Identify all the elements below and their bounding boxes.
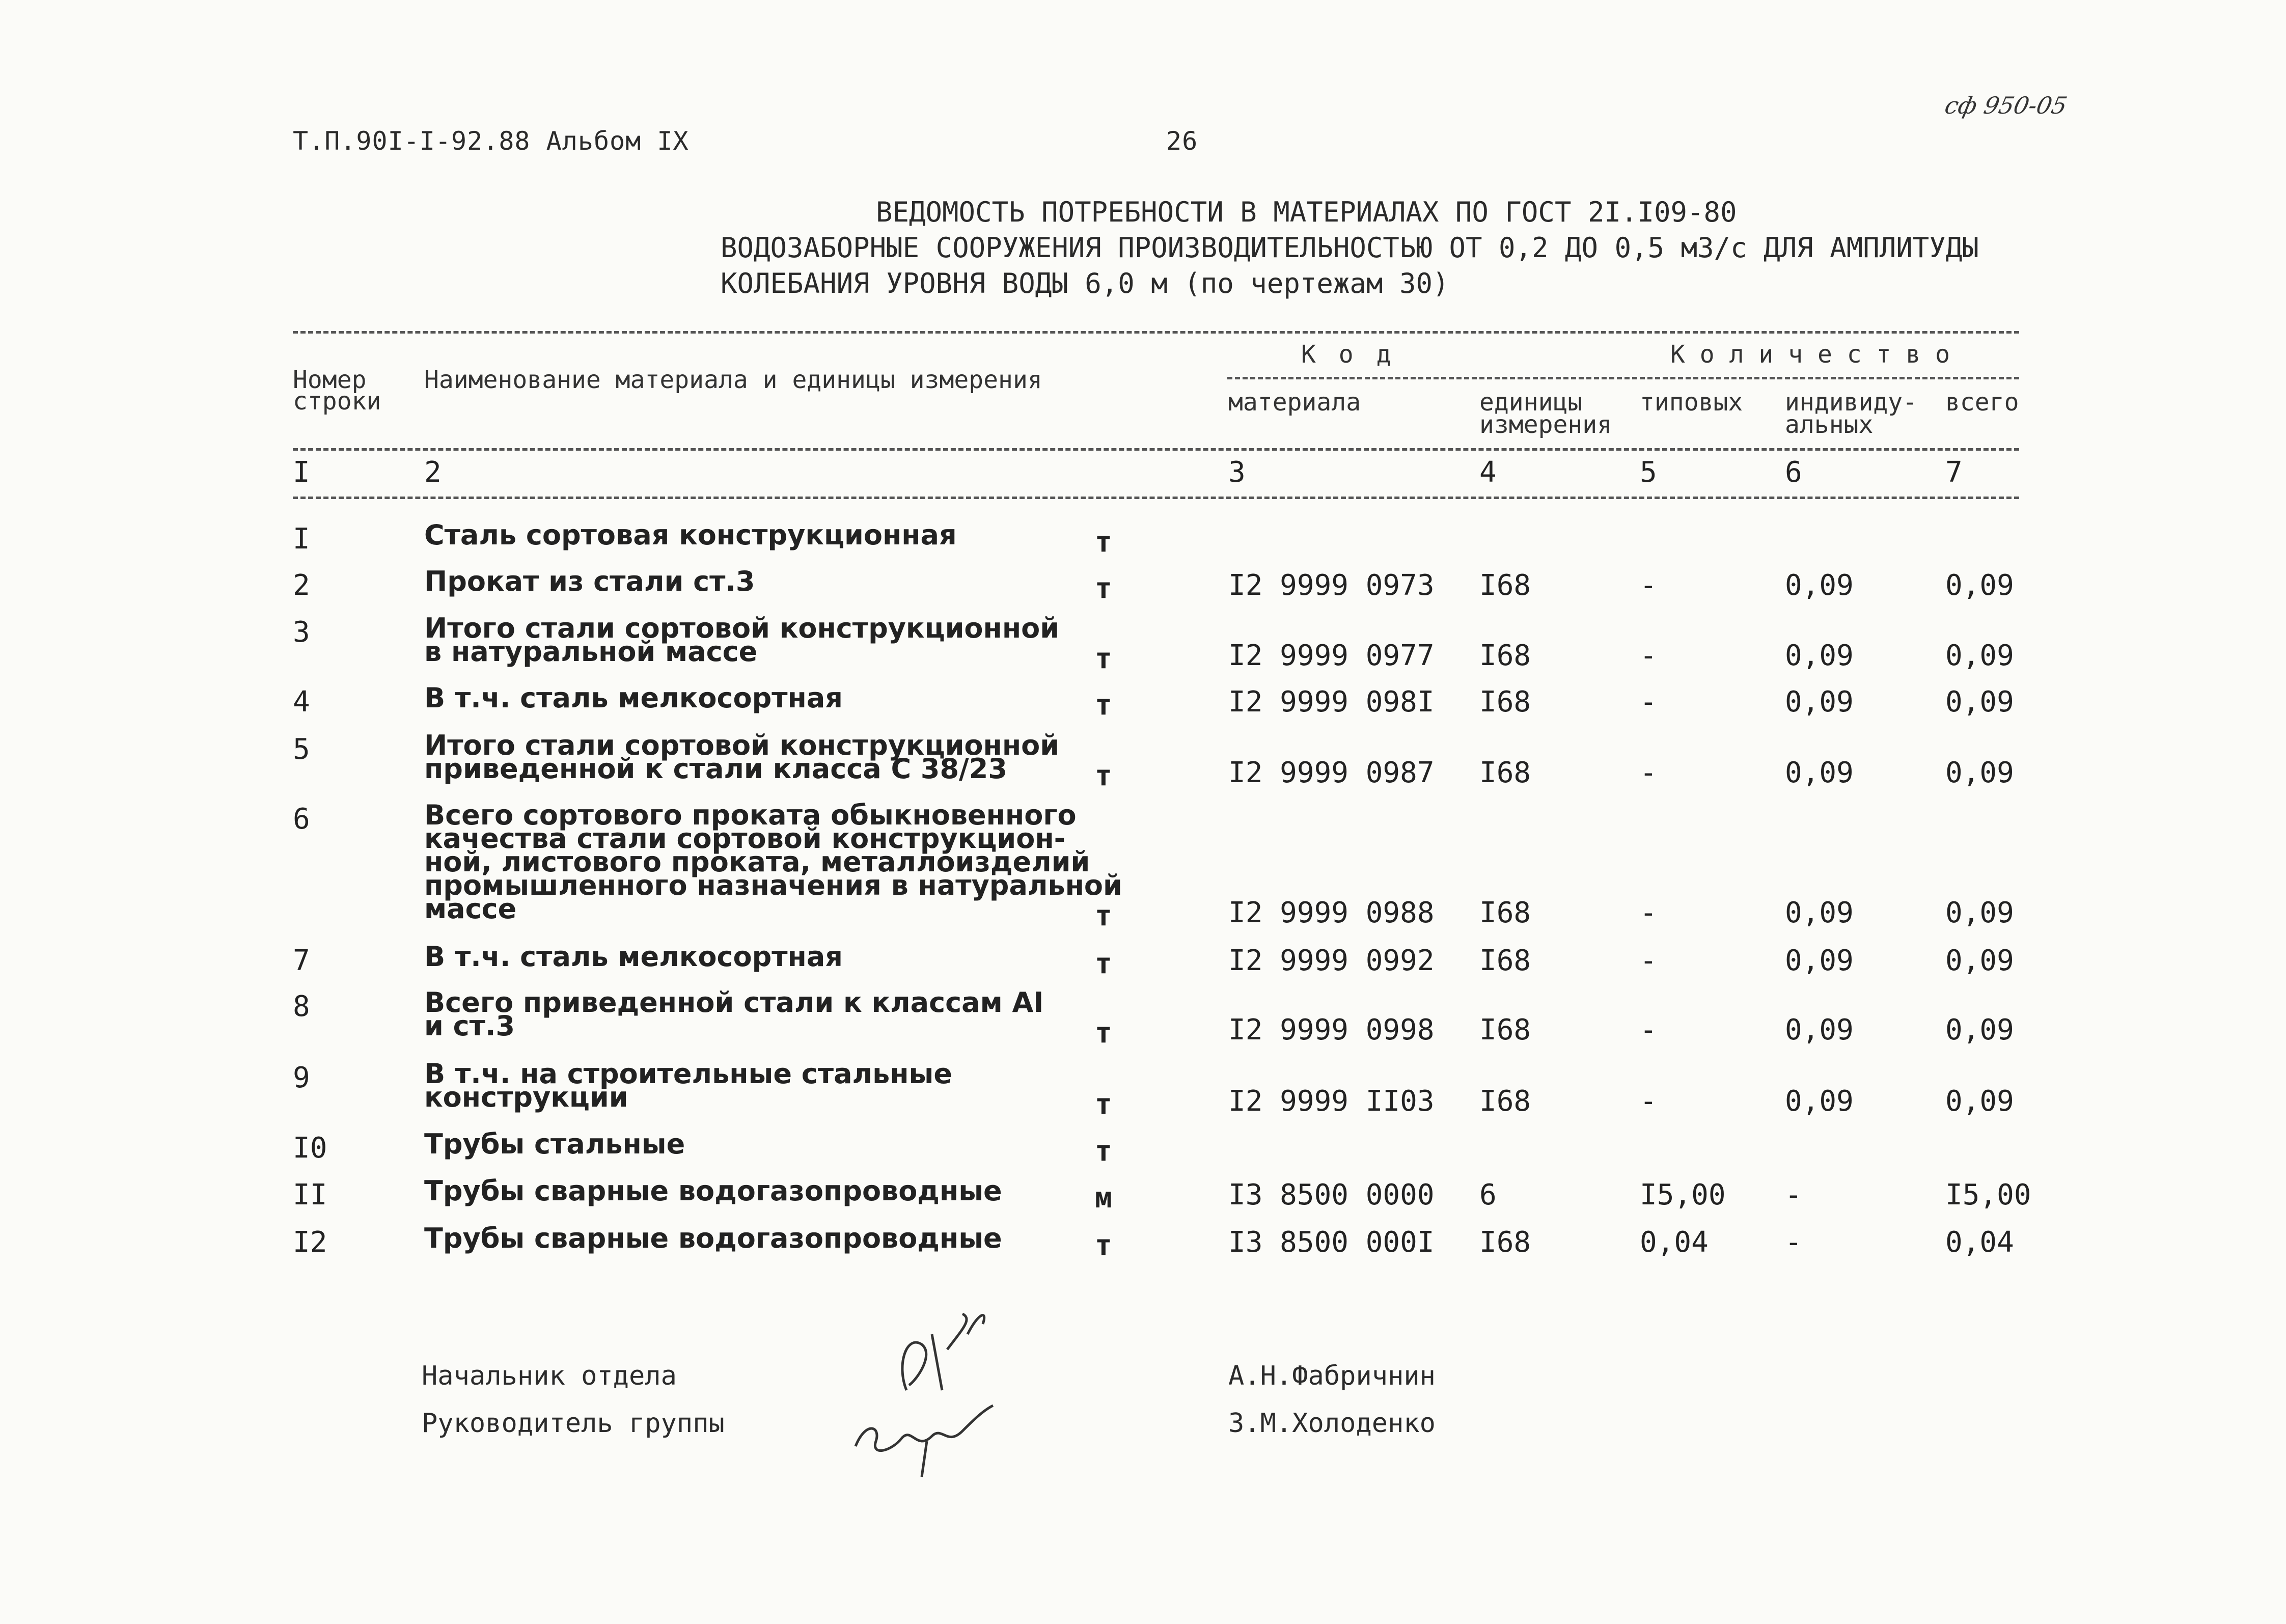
row-description-line: приведенной к стали класса С 38/23 — [424, 753, 1007, 785]
row-individual-qty: 0,09 — [1785, 639, 1854, 672]
row-description-line: конструкции — [424, 1081, 628, 1113]
row-description-line: Всего приведенной стали к классам AI — [424, 986, 1044, 1019]
code-group-rule — [1227, 377, 2019, 379]
row-unit: т — [1095, 899, 1112, 932]
row-number: 8 — [293, 990, 310, 1023]
column-number-4: 4 — [1479, 456, 1497, 489]
row-total-qty: 0,04 — [1945, 1226, 2014, 1259]
row-number: 2 — [293, 569, 310, 602]
row-description-line: В т.ч. на строительные стальные — [424, 1058, 952, 1090]
row-unit-code: I68 — [1479, 1013, 1531, 1047]
title-line-2: ВОДОЗАБОРНЫЕ СООРУЖЕНИЯ ПРОИЗВОДИТЕЛЬНОСТЬЮ ОТ 0,2 ДО 0,5 м3/с ДЛЯ АМПЛИТУДЫ — [721, 232, 1979, 264]
row-material-code: I3 8500 000I — [1228, 1226, 1435, 1259]
row-description-line: Трубы стальные — [424, 1128, 685, 1160]
title-line-3: КОЛЕБАНИЯ УРОВНЯ ВОДЫ 6,0 м (по чертежам 30) — [721, 267, 1449, 299]
row-individual-qty: 0,09 — [1785, 896, 1854, 929]
row-total-qty: I5,00 — [1945, 1178, 2031, 1212]
row-number: 9 — [293, 1061, 310, 1094]
row-number: 3 — [293, 616, 310, 649]
row-number: 4 — [293, 685, 310, 719]
header-bottom-rule — [293, 448, 2019, 451]
row-unit-code: I68 — [1479, 896, 1531, 929]
header-unit-code-2: измерения — [1479, 410, 1612, 439]
header-total: всего — [1945, 388, 2019, 417]
title-line-1: ВЕДОМОСТЬ ПОТРЕБНОСТИ В МАТЕРИАЛАХ ПО ГОСТ 2I.I09-80 — [876, 196, 1737, 228]
row-description-line: Трубы сварные водогазопроводные — [424, 1222, 1002, 1254]
row-typical-qty: - — [1640, 896, 1657, 929]
row-number: I0 — [293, 1132, 327, 1165]
row-typical-qty: 0,04 — [1640, 1226, 1709, 1259]
signature-role-head: Начальник отдела — [422, 1361, 677, 1391]
row-total-qty: 0,09 — [1945, 685, 2014, 719]
row-total-qty: 0,09 — [1945, 756, 2014, 789]
handwritten-signature-2 — [845, 1390, 998, 1482]
row-unit: т — [1095, 1229, 1112, 1262]
row-typical-qty: - — [1640, 1085, 1657, 1118]
signature-role-group: Руководитель группы — [422, 1408, 725, 1439]
row-number: I2 — [293, 1226, 327, 1259]
row-total-qty: 0,09 — [1945, 1085, 2014, 1118]
row-unit-code: 6 — [1479, 1178, 1497, 1212]
row-material-code: I2 9999 0973 — [1228, 569, 1435, 602]
row-unit-code: I68 — [1479, 639, 1531, 672]
column-number-5: 5 — [1640, 456, 1657, 489]
row-typical-qty: - — [1640, 685, 1657, 719]
column-number-1: I — [293, 456, 310, 489]
row-description-line: Итого стали сортовой конструкционной — [424, 729, 1060, 761]
row-description-line: В т.ч. сталь мелкосортная — [424, 682, 843, 714]
row-typical-qty: - — [1640, 756, 1657, 789]
doc-reference: Т.П.90I-I-92.88 Альбом IX — [293, 126, 689, 156]
row-individual-qty: - — [1785, 1178, 1802, 1212]
signature-name-group: З.М.Холоденко — [1228, 1408, 1436, 1439]
row-total-qty: 0,09 — [1945, 569, 2014, 602]
row-description-line: и ст.3 — [424, 1010, 515, 1042]
row-unit-code: I68 — [1479, 569, 1531, 602]
row-material-code: I2 9999 0992 — [1228, 944, 1435, 977]
row-material-code: I2 9999 0998 — [1228, 1013, 1435, 1047]
row-individual-qty: 0,09 — [1785, 685, 1854, 719]
row-unit: т — [1095, 1016, 1112, 1050]
row-unit: т — [1095, 572, 1112, 605]
row-unit: т — [1095, 947, 1112, 980]
column-number-6: 6 — [1785, 456, 1802, 489]
row-unit-code: I68 — [1479, 944, 1531, 977]
header-name: Наименование материала и единицы измерения — [424, 366, 1042, 394]
row-material-code: I2 9999 0987 — [1228, 756, 1435, 789]
row-description-line: В т.ч. сталь мелкосортная — [424, 941, 843, 973]
row-unit-code: I68 — [1479, 685, 1531, 719]
row-typical-qty: - — [1640, 944, 1657, 977]
row-description-line: Трубы сварные водогазопроводные — [424, 1175, 1002, 1207]
row-individual-qty: 0,09 — [1785, 1085, 1854, 1118]
row-unit: т — [1095, 759, 1112, 792]
header-row-number-1: Номер — [293, 366, 367, 394]
row-description-line: промышленного назначения в натуральной — [424, 869, 1122, 901]
column-number-7: 7 — [1945, 456, 1963, 489]
row-unit: т — [1095, 642, 1112, 675]
header-quantity-group: К о л и ч е с т в о — [1670, 340, 1950, 369]
row-material-code: I3 8500 0000 — [1228, 1178, 1435, 1212]
row-description-line: массе — [424, 893, 517, 925]
row-description-line: Сталь сортовая конструкционная — [424, 519, 957, 551]
row-typical-qty: I5,00 — [1640, 1178, 1726, 1212]
row-total-qty: 0,09 — [1945, 896, 2014, 929]
column-number-3: 3 — [1228, 456, 1246, 489]
row-total-qty: 0,09 — [1945, 1013, 2014, 1047]
archive-stamp: сф 950-05 — [1942, 92, 2070, 119]
row-description-line: в натуральной массе — [424, 636, 758, 668]
row-unit: м — [1095, 1181, 1112, 1215]
row-unit-code: I68 — [1479, 1085, 1531, 1118]
row-number: 7 — [293, 944, 310, 977]
row-number: 5 — [293, 733, 310, 766]
row-material-code: I2 9999 0977 — [1228, 639, 1435, 672]
row-number: I — [293, 522, 310, 556]
column-number-2: 2 — [424, 456, 442, 489]
row-unit: т — [1095, 689, 1112, 722]
row-description-line: Всего сортового проката обыкновенного — [424, 799, 1077, 831]
row-description-line: качества стали сортовой конструкцион- — [424, 822, 1066, 855]
row-unit: т — [1095, 526, 1112, 559]
header-code-group: К о д — [1301, 340, 1395, 369]
header-individual-2: альных — [1785, 410, 1874, 439]
header-individual-1: индивиду- — [1785, 388, 1918, 417]
row-unit: т — [1095, 1088, 1112, 1121]
row-number: II — [293, 1178, 327, 1212]
row-unit-code: I68 — [1479, 1226, 1531, 1259]
header-unit-code-1: единицы — [1479, 388, 1583, 417]
row-description-line: Итого стали сортовой конструкционной — [424, 612, 1060, 644]
row-individual-qty: 0,09 — [1785, 569, 1854, 602]
row-individual-qty: 0,09 — [1785, 1013, 1854, 1047]
row-material-code: I2 9999 II03 — [1228, 1085, 1435, 1118]
signature-name-head: А.Н.Фабричнин — [1228, 1361, 1436, 1391]
table-top-rule — [293, 331, 2019, 334]
header-row-number-2: строки — [293, 387, 381, 416]
row-unit-code: I68 — [1479, 756, 1531, 789]
row-material-code: I2 9999 0988 — [1228, 896, 1435, 929]
row-typical-qty: - — [1640, 1013, 1657, 1047]
page-number: 26 — [1166, 126, 1198, 156]
header-typical: типовых — [1640, 388, 1743, 417]
row-individual-qty: - — [1785, 1226, 1802, 1259]
row-material-code: I2 9999 098I — [1228, 685, 1435, 719]
row-typical-qty: - — [1640, 639, 1657, 672]
header-material-code: материала — [1228, 388, 1361, 417]
row-description-line: ной, листового проката, металлоизделий — [424, 846, 1090, 878]
row-unit: т — [1095, 1135, 1112, 1168]
row-individual-qty: 0,09 — [1785, 756, 1854, 789]
row-description-line: Прокат из стали ст.3 — [424, 565, 755, 597]
row-typical-qty: - — [1640, 569, 1657, 602]
row-total-qty: 0,09 — [1945, 944, 2014, 977]
row-number: 6 — [293, 803, 310, 836]
row-total-qty: 0,09 — [1945, 639, 2014, 672]
row-individual-qty: 0,09 — [1785, 944, 1854, 977]
colnum-bottom-rule — [293, 497, 2019, 499]
